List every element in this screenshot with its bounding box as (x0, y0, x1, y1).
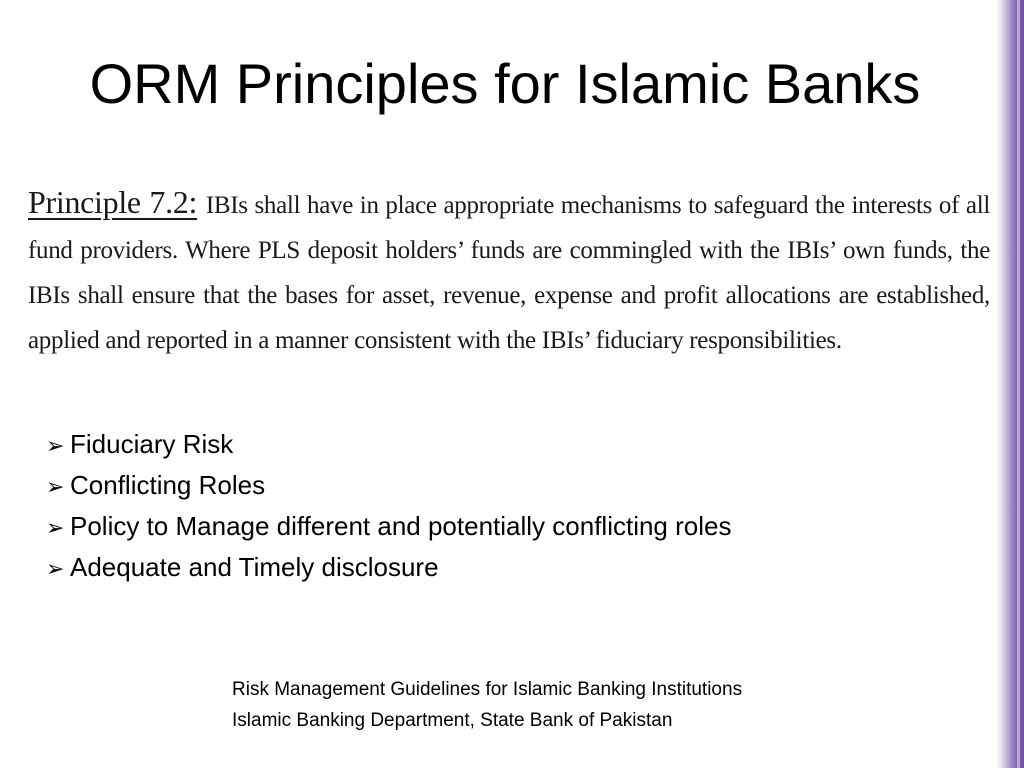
footer-line-2: Islamic Banking Department, State Bank of Pakistan (232, 710, 673, 731)
slide-title: ORM Principles for Islamic Banks (89, 52, 921, 115)
arrow-bullet-icon: ➢ (46, 556, 65, 581)
bullet-text: Policy to Manage different and potentially conflicting roles (70, 511, 732, 541)
bullet-text: Fiduciary Risk (70, 429, 234, 459)
arrow-bullet-icon: ➢ (46, 474, 65, 499)
footer-line-1: Risk Management Guidelines for Islamic Banking Institutions (232, 679, 743, 700)
list-item (46, 424, 946, 465)
arrow-bullet-icon: ➢ (46, 433, 65, 458)
principle-text-block (28, 180, 990, 363)
list-item (46, 465, 946, 506)
arrow-bullet-icon: ➢ (46, 515, 65, 540)
bullet-list (46, 424, 946, 588)
bullet-text: Conflicting Roles (70, 470, 266, 500)
source-footer (232, 674, 932, 736)
list-item (46, 506, 946, 547)
bullet-text: Adequate and Timely disclosure (70, 552, 439, 582)
side-accent-line (1017, 0, 1020, 768)
principle-body: IBIs shall have in place appropriate mechanisms to safeguard the interests of all fund providers. Where PLS deposit holders’ funds are commingled with the IBIs’ own funds, the IBIs shall ensure that the bases for asset, revenue, expense and profit allocations are established, applied and reported in a manner consistent with the IBIs’ fiduciary responsibilities. (28, 192, 990, 354)
list-item (46, 547, 946, 588)
principle-label: Principle 7.2: (28, 184, 198, 220)
